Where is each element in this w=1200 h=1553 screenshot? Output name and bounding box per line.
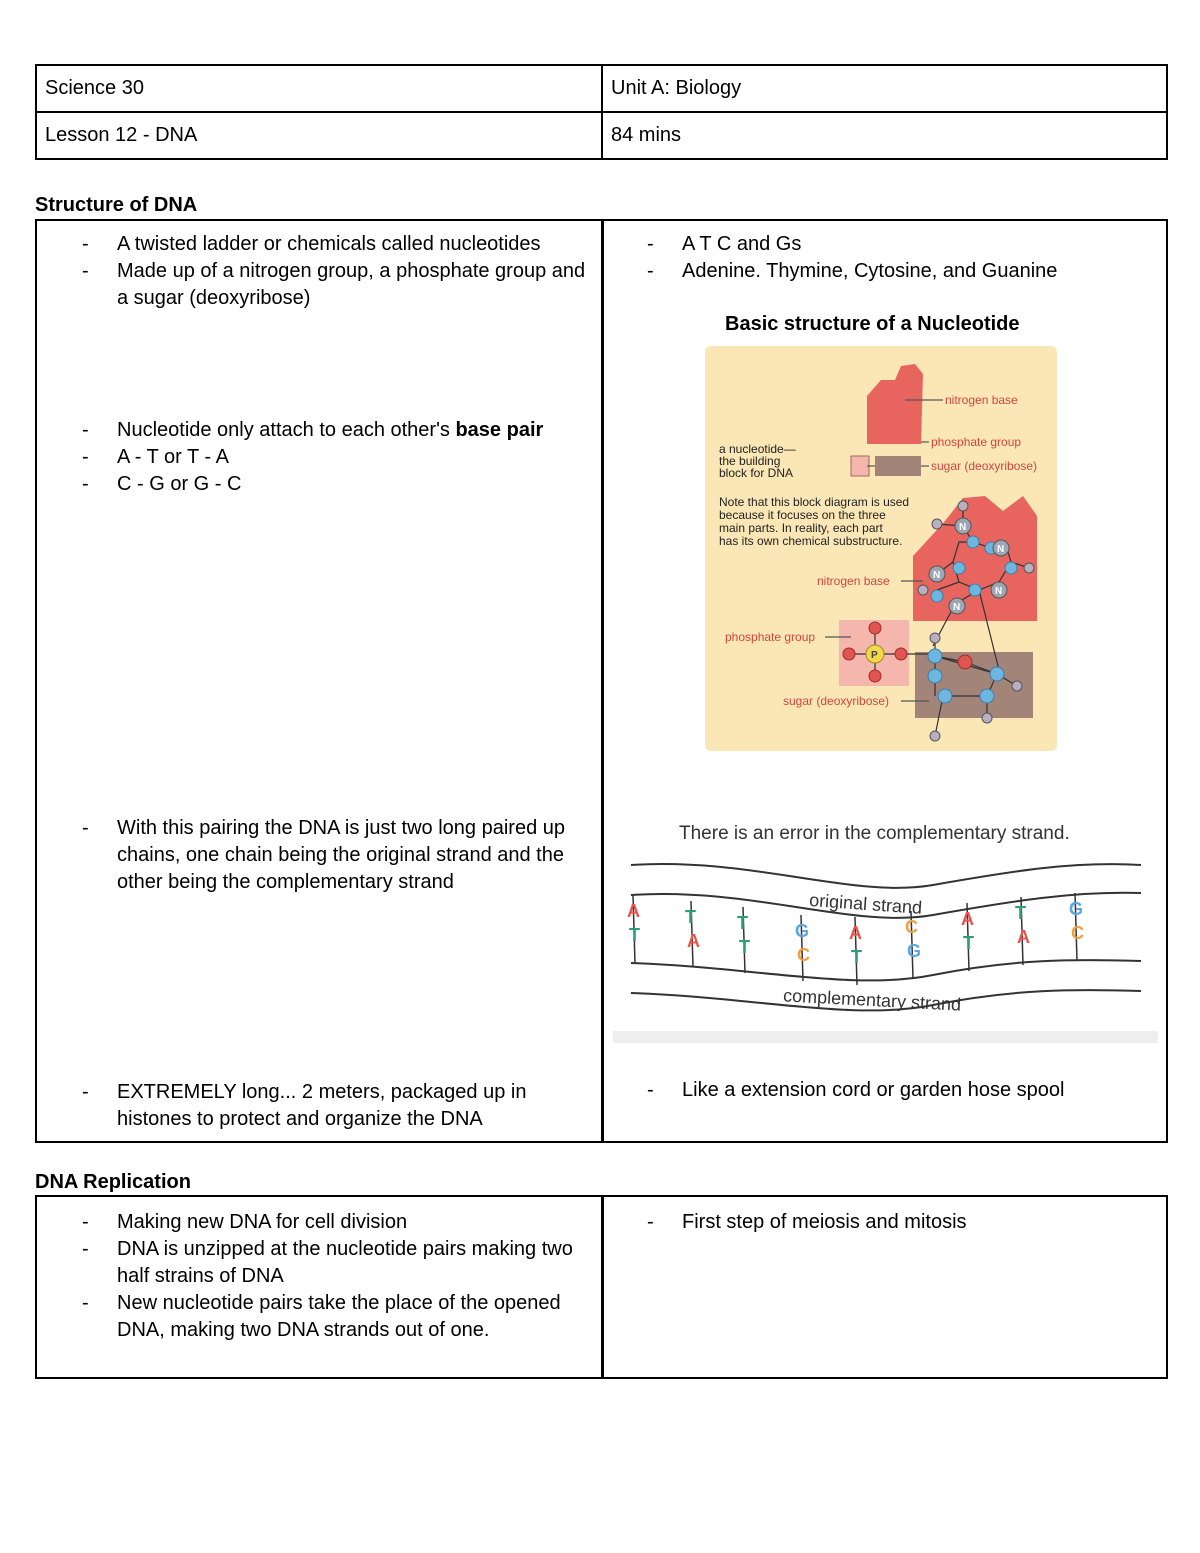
base-pair-text: Nucleotide only attach to each other's [117,419,456,441]
list-item: - New nucleotide pairs take the place of the opened DNA, making two DNA strands out of one. [82,1290,587,1344]
list-item: - Adenine. Thymine, Cytosine, and Guanine [647,258,1157,285]
strand-diagram-title: There is an error in the complementary strand. [679,823,1070,844]
structure-list-1 [82,231,587,312]
bases-list [647,231,1157,285]
complementary-strand-label: complementary strand [782,985,962,1015]
list-item: - A - T or T - A [82,444,597,471]
label-phosphate-group: phosphate group [931,435,1022,449]
top-base-label: A [961,909,974,929]
bottom-base-label: A [687,931,700,951]
top-outer-line [631,864,1141,888]
structure-box [35,219,1168,1143]
top-base-label: T [685,907,696,927]
atom-label: N [933,570,941,581]
replication-list [82,1209,587,1344]
atom-label: N [959,522,967,533]
bottom-base-label: T [851,947,862,967]
atom-label: N [995,586,1003,597]
bottom-base-label: T [739,937,750,957]
top-base-label: A [849,923,862,943]
bottom-base-label: C [1071,923,1084,943]
list-item: - A T C and Gs [647,231,1157,258]
base-pair-bold: base pair [455,419,544,441]
list-item: - Like a extension cord or garden hose spool [647,1077,1157,1104]
caption-line: the building [719,454,781,468]
list-item: - C - G or G - C [82,471,597,498]
label-nitrogen-base: nitrogen base [817,574,890,588]
top-base-label: G [1069,899,1084,919]
top-base-label: T [1015,903,1026,923]
label-sugar: sugar (deoxyribose) [931,459,1038,473]
section-title-structure: Structure of DNA [35,194,198,216]
list-item: - With this pairing the DNA is just two long paired up chains, one chain being the original strand and the other being the complementary strand [82,815,587,896]
spool-list [647,1077,1157,1104]
top-base-label: T [737,913,748,933]
label-sugar: sugar (deoxyribose) [783,694,890,708]
note-line: has its own chemical substructure. [719,534,903,548]
note-line: because it focuses on the three [719,508,886,522]
label-phosphate-group: phosphate group [725,630,816,644]
column-divider [601,1197,604,1377]
note-line: main parts. In reality, each part [719,521,883,535]
structure-list-2 [82,417,597,498]
bottom-base-label: T [963,933,974,953]
top-base-label: C [905,917,918,937]
bottom-base-label: C [797,945,810,965]
top-base-label: G [795,921,810,941]
diagram-shadow [613,1031,1158,1043]
section-title-replication: DNA Replication [35,1171,191,1193]
list-item [82,417,597,444]
column-divider [601,221,604,1141]
replication-box [35,1195,1168,1379]
header-table [35,64,1168,160]
duration-cell: 84 mins [602,112,1167,159]
list-item: - EXTREMELY long... 2 meters, packaged up in histones to protect and organize the DNA [82,1079,587,1133]
unit-cell: Unit A: Biology [602,65,1167,112]
caption-line: block for DNA [719,466,794,480]
note-line: Note that this block diagram is used [719,495,910,509]
strand-diagram [613,849,1158,1045]
list-item: - Making new DNA for cell division [82,1209,587,1236]
bottom-base-label: G [907,941,922,961]
nucleotide-figure-title: Basic structure of a Nucleotide [725,313,1020,335]
bottom-base-label: T [629,925,640,945]
sugar-block [875,456,921,476]
phosphate-block [851,456,869,476]
complementary-strand-line [631,960,1141,980]
caption-line: a nucleotide— [719,442,796,456]
course-cell: Science 30 [36,65,602,112]
atom-label: N [953,602,961,613]
atom-label: N [997,544,1005,555]
list-item: - First step of meiosis and mitosis [647,1209,1157,1236]
list-item: - DNA is unzipped at the nucleotide pairs making two half strains of DNA [82,1236,587,1290]
structure-list-3 [82,815,587,896]
list-item: - A twisted ladder or chemicals called nucleotides [82,231,587,258]
lesson-cell: Lesson 12 - DNA [36,112,602,159]
nucleotide-diagram [705,346,1057,751]
top-base-label: A [627,901,640,921]
replication-right-list [647,1209,1157,1236]
bottom-base-label: A [1017,927,1030,947]
structure-list-4 [82,1079,587,1133]
list-item: - Made up of a nitrogen group, a phosphate group and a sugar (deoxyribose) [82,258,587,312]
atom-label: P [871,650,878,661]
original-strand-label: original strand [808,889,923,918]
label-nitrogen-base: nitrogen base [945,393,1018,407]
